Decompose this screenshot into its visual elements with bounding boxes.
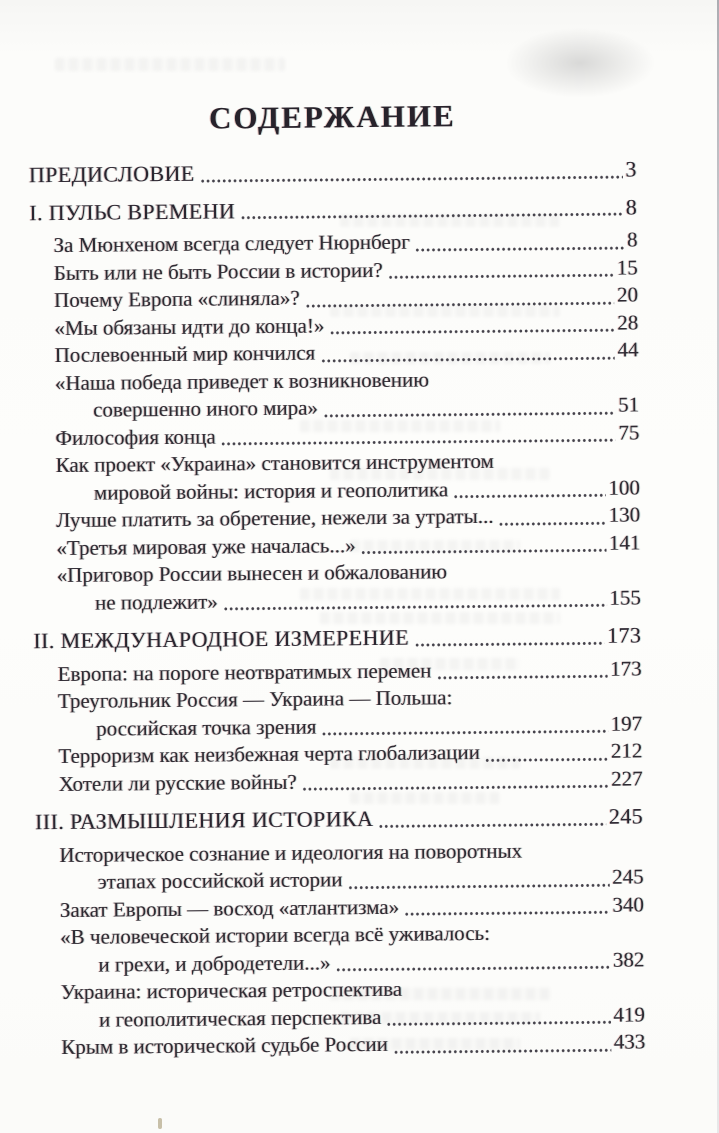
dot-leader: [302, 784, 608, 792]
dot-leader: [321, 729, 607, 737]
dot-leader: [329, 328, 614, 336]
toc-page-number: 8: [626, 227, 638, 252]
dot-leader: [378, 821, 606, 828]
toc-entry-title: и грехи, и добродетели...»: [98, 949, 331, 977]
toc-entry-title: Хотели ли русские войны?: [58, 769, 297, 796]
toc-entry-title: этапах российской истории: [97, 867, 343, 894]
toc-entry-title: Закат Европы — восход «атлантизма»: [59, 894, 400, 922]
dot-leader: [386, 1020, 610, 1027]
dot-leader: [437, 674, 608, 681]
toc-entry-title: Как проект «Украина» становится инструментом: [55, 448, 495, 478]
toc-entry-line: [33, 621, 641, 654]
dot-leader: [348, 882, 610, 890]
dot-leader: [414, 640, 604, 647]
toc-entry-title: и геополитическая перспектива: [98, 1004, 382, 1032]
toc-entry-line: [35, 802, 643, 835]
toc-entry-line: [29, 155, 637, 188]
toc-entry-title: «Третья мировая уже началась...»: [56, 532, 356, 560]
dot-leader: [388, 273, 614, 280]
dot-leader: [200, 174, 623, 183]
toc-page-number: 245: [608, 803, 644, 829]
toc-page-number: 382: [612, 946, 645, 972]
toc-page-number: 100: [608, 474, 641, 500]
toc-entry-title: Европа: на пороге неотвратимых перемен: [57, 657, 432, 686]
toc-page-number: 155: [609, 584, 642, 610]
toc-page-number: 419: [613, 1001, 646, 1027]
toc-page-number: 130: [608, 502, 641, 527]
toc-entry-title: совершенно иного мира»: [93, 395, 319, 422]
dot-leader: [240, 212, 623, 221]
toc-entry-title: «Приговор России вынесен и обжалованию: [56, 559, 448, 588]
toc-entry-line: [29, 193, 637, 226]
toc-entry-title: Треугольник Россия — Украина — Польша:: [57, 685, 453, 714]
toc-entry-title: За Мюнхеном всегда следует Нюрнберг: [53, 229, 411, 258]
page-title: СОДЕРЖАНИЕ: [208, 98, 456, 136]
toc-entry-title: ПРЕДИСЛОВИЕ: [28, 160, 195, 188]
toc-page-number: 44: [617, 337, 639, 362]
toc-entry-title: «Наша победа приведет к возникновению: [54, 366, 430, 395]
toc-page-number: 245: [612, 864, 644, 889]
toc-page-number: 28: [617, 309, 639, 335]
toc-entry-title: Лучше платить за обретение, нежели за утраты...: [56, 503, 494, 533]
toc-entry-title: Историческое сознание и идеология на поворотных: [59, 838, 523, 867]
toc-list: [29, 155, 646, 1061]
toc-entry-title: Быть или не быть России в истории?: [53, 257, 383, 285]
toc-entry-title: Терроризм как неизбежная черта глобализации: [58, 739, 481, 769]
toc-entry-line: [37, 1028, 645, 1061]
dot-leader: [223, 603, 607, 612]
toc-page-number: 197: [610, 710, 643, 736]
toc-page-number: 433: [613, 1029, 646, 1054]
scan-speck: [158, 1118, 162, 1129]
page-content: [27, 0, 645, 1062]
toc-entry-title: не подлежит»: [94, 588, 218, 615]
toc-page-number: 20: [616, 282, 639, 307]
dot-leader: [336, 965, 610, 973]
toc-page-number: 3: [625, 156, 637, 182]
dot-leader: [305, 300, 614, 308]
toc-entry-title: Послевоенный мир кончился: [54, 340, 316, 368]
toc-entry-title: Почему Европа «слиняла»?: [53, 285, 300, 313]
toc-entry-title: III. РАЗМЫШЛЕНИЯ ИСТОРИКА: [34, 806, 374, 835]
dot-leader: [404, 910, 609, 917]
toc-page-number: 141: [608, 529, 641, 555]
toc-entry-title: I. ПУЛЬС ВРЕМЕНИ: [29, 197, 236, 225]
toc-entry-title: II. МЕЖДУНАРОДНОЕ ИЗМЕРЕНИЕ: [33, 624, 410, 654]
toc-entry-line: [35, 765, 643, 798]
toc-page-number: 173: [607, 622, 642, 648]
toc-entry-title: российская точка зрения: [96, 714, 317, 741]
toc-entry-title: «Мы обязаны идти до конца!»: [54, 312, 325, 340]
toc-page-number: 212: [610, 738, 643, 763]
dot-leader: [485, 756, 608, 762]
toc-page-number: 8: [625, 193, 638, 220]
toc-entry-line: [33, 584, 641, 617]
toc-page-number: 15: [616, 254, 638, 280]
toc-page-number: 340: [612, 891, 645, 917]
toc-page-number: 173: [610, 655, 642, 681]
toc-entry-title: Украина: историческая ретроспектива: [60, 976, 403, 1005]
dot-leader: [323, 410, 615, 418]
dot-leader: [221, 438, 616, 447]
toc-entry-title: Крым в исторической судьбе России: [61, 1031, 389, 1060]
toc-entry-title: мировой войны: история и геополитика: [93, 476, 449, 505]
toc-page-number: 75: [618, 419, 640, 445]
dot-leader: [453, 493, 605, 499]
dot-leader: [361, 548, 606, 555]
dot-leader: [320, 355, 614, 363]
dot-leader: [415, 245, 624, 252]
toc-entry-title: Философия конца: [55, 424, 216, 450]
toc-page-number: 227: [611, 765, 643, 791]
dot-leader: [393, 1047, 611, 1054]
toc-page-number: 51: [618, 392, 640, 417]
toc-entry-title: «В человеческой истории всегда всё уживалось:: [60, 920, 491, 950]
dot-leader: [499, 520, 606, 526]
